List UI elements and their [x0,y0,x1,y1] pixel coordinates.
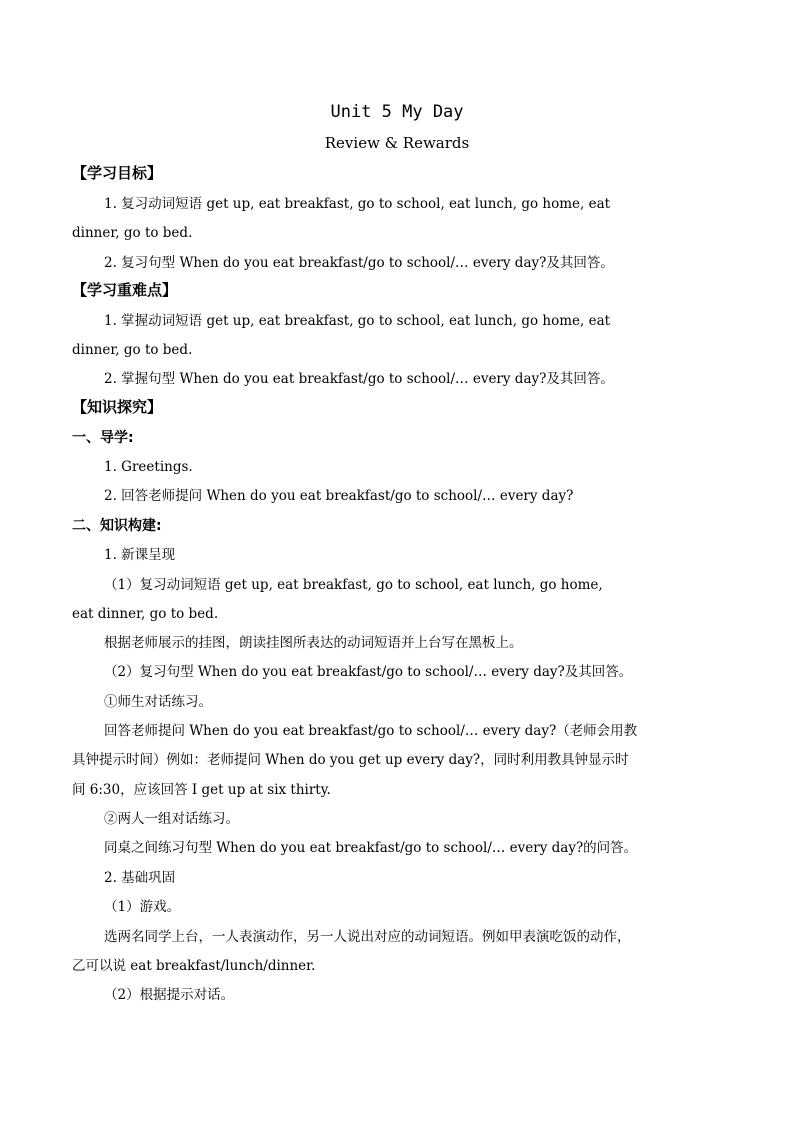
section-1-item-1: 1. Greetings. [104,459,193,475]
section-2-p9: 2. 基础巩固 [104,870,176,886]
key-points-item-2: 2. 掌握句型 When do you eat breakfast/go to school/… every day?及其回答。 [104,371,614,387]
goals-item-2: 2. 复习句型 When do you eat breakfast/go to school/… every day?及其回答。 [104,255,614,271]
section-2-p5: ①师生对话练习。 [104,694,212,710]
section-2-p3: 根据老师展示的挂图，朗读挂图所表达的动词短语并上台写在黑板上。 [104,635,523,651]
section-2-p11-line-1: 选两名同学上台，一人表演动作，另一人说出对应的动词短语。例如甲表演吃饭的动作， [104,929,631,945]
page-title: Unit 5 My Day [330,102,464,122]
section-2-p4: （2）复习句型 When do you eat breakfast/go to school/… every day?及其回答。 [104,664,633,680]
section-2-p8: 同桌之间练习句型 When do you eat breakfast/go to school/… every day?的问答。 [104,840,638,856]
section-2-p6-line-3: 间 6:30，应该回答 I get up at six thirty. [72,782,331,798]
section-2-p11-line-2: 乙可以说 eat breakfast/lunch/dinner. [72,958,316,974]
section-2-p10: （1）游戏。 [104,899,181,915]
goals-item-1-line-2: dinner, go to bed. [72,225,193,241]
key-points-item-1-line-1: 1. 掌握动词短语 get up, eat breakfast, go to school, eat lunch, go home, eat [104,313,611,329]
section-2-p7: ②两人一组对话练习。 [104,811,239,827]
section-2-p6-line-2: 具钟提示时间）例如：老师提问 When do you get up every day?，同时利用教具钟显示时 [72,752,629,768]
section-2-p6-line-1: 回答老师提问 When do you eat breakfast/go to school/… every day?（老师会用教 [104,723,638,739]
goals-heading: 【学习目标】 [72,164,163,182]
section-2-p12: （2）根据提示对话。 [104,987,235,1003]
section-2-p1: 1. 新课呈现 [104,547,176,563]
section-2-p2-line-1: （1）复习动词短语 get up, eat breakfast, go to school, eat lunch, go home, [104,577,603,593]
key-points-heading: 【学习重难点】 [72,281,178,299]
key-points-item-1-line-2: dinner, go to bed. [72,342,193,358]
goals-item-1-line-1: 1. 复习动词短语 get up, eat breakfast, go to school, eat lunch, go home, eat [104,196,611,212]
section-2-heading: 二、知识构建: [72,518,162,534]
section-1-heading: 一、导学: [72,430,134,446]
section-2-p2-line-2: eat dinner, go to bed. [72,606,219,622]
explore-heading: 【知识探究】 [72,398,163,416]
section-1-item-2: 2. 回答老师提问 When do you eat breakfast/go to school/… every day? [104,488,574,504]
page-subtitle: Review & Rewards [324,134,470,152]
